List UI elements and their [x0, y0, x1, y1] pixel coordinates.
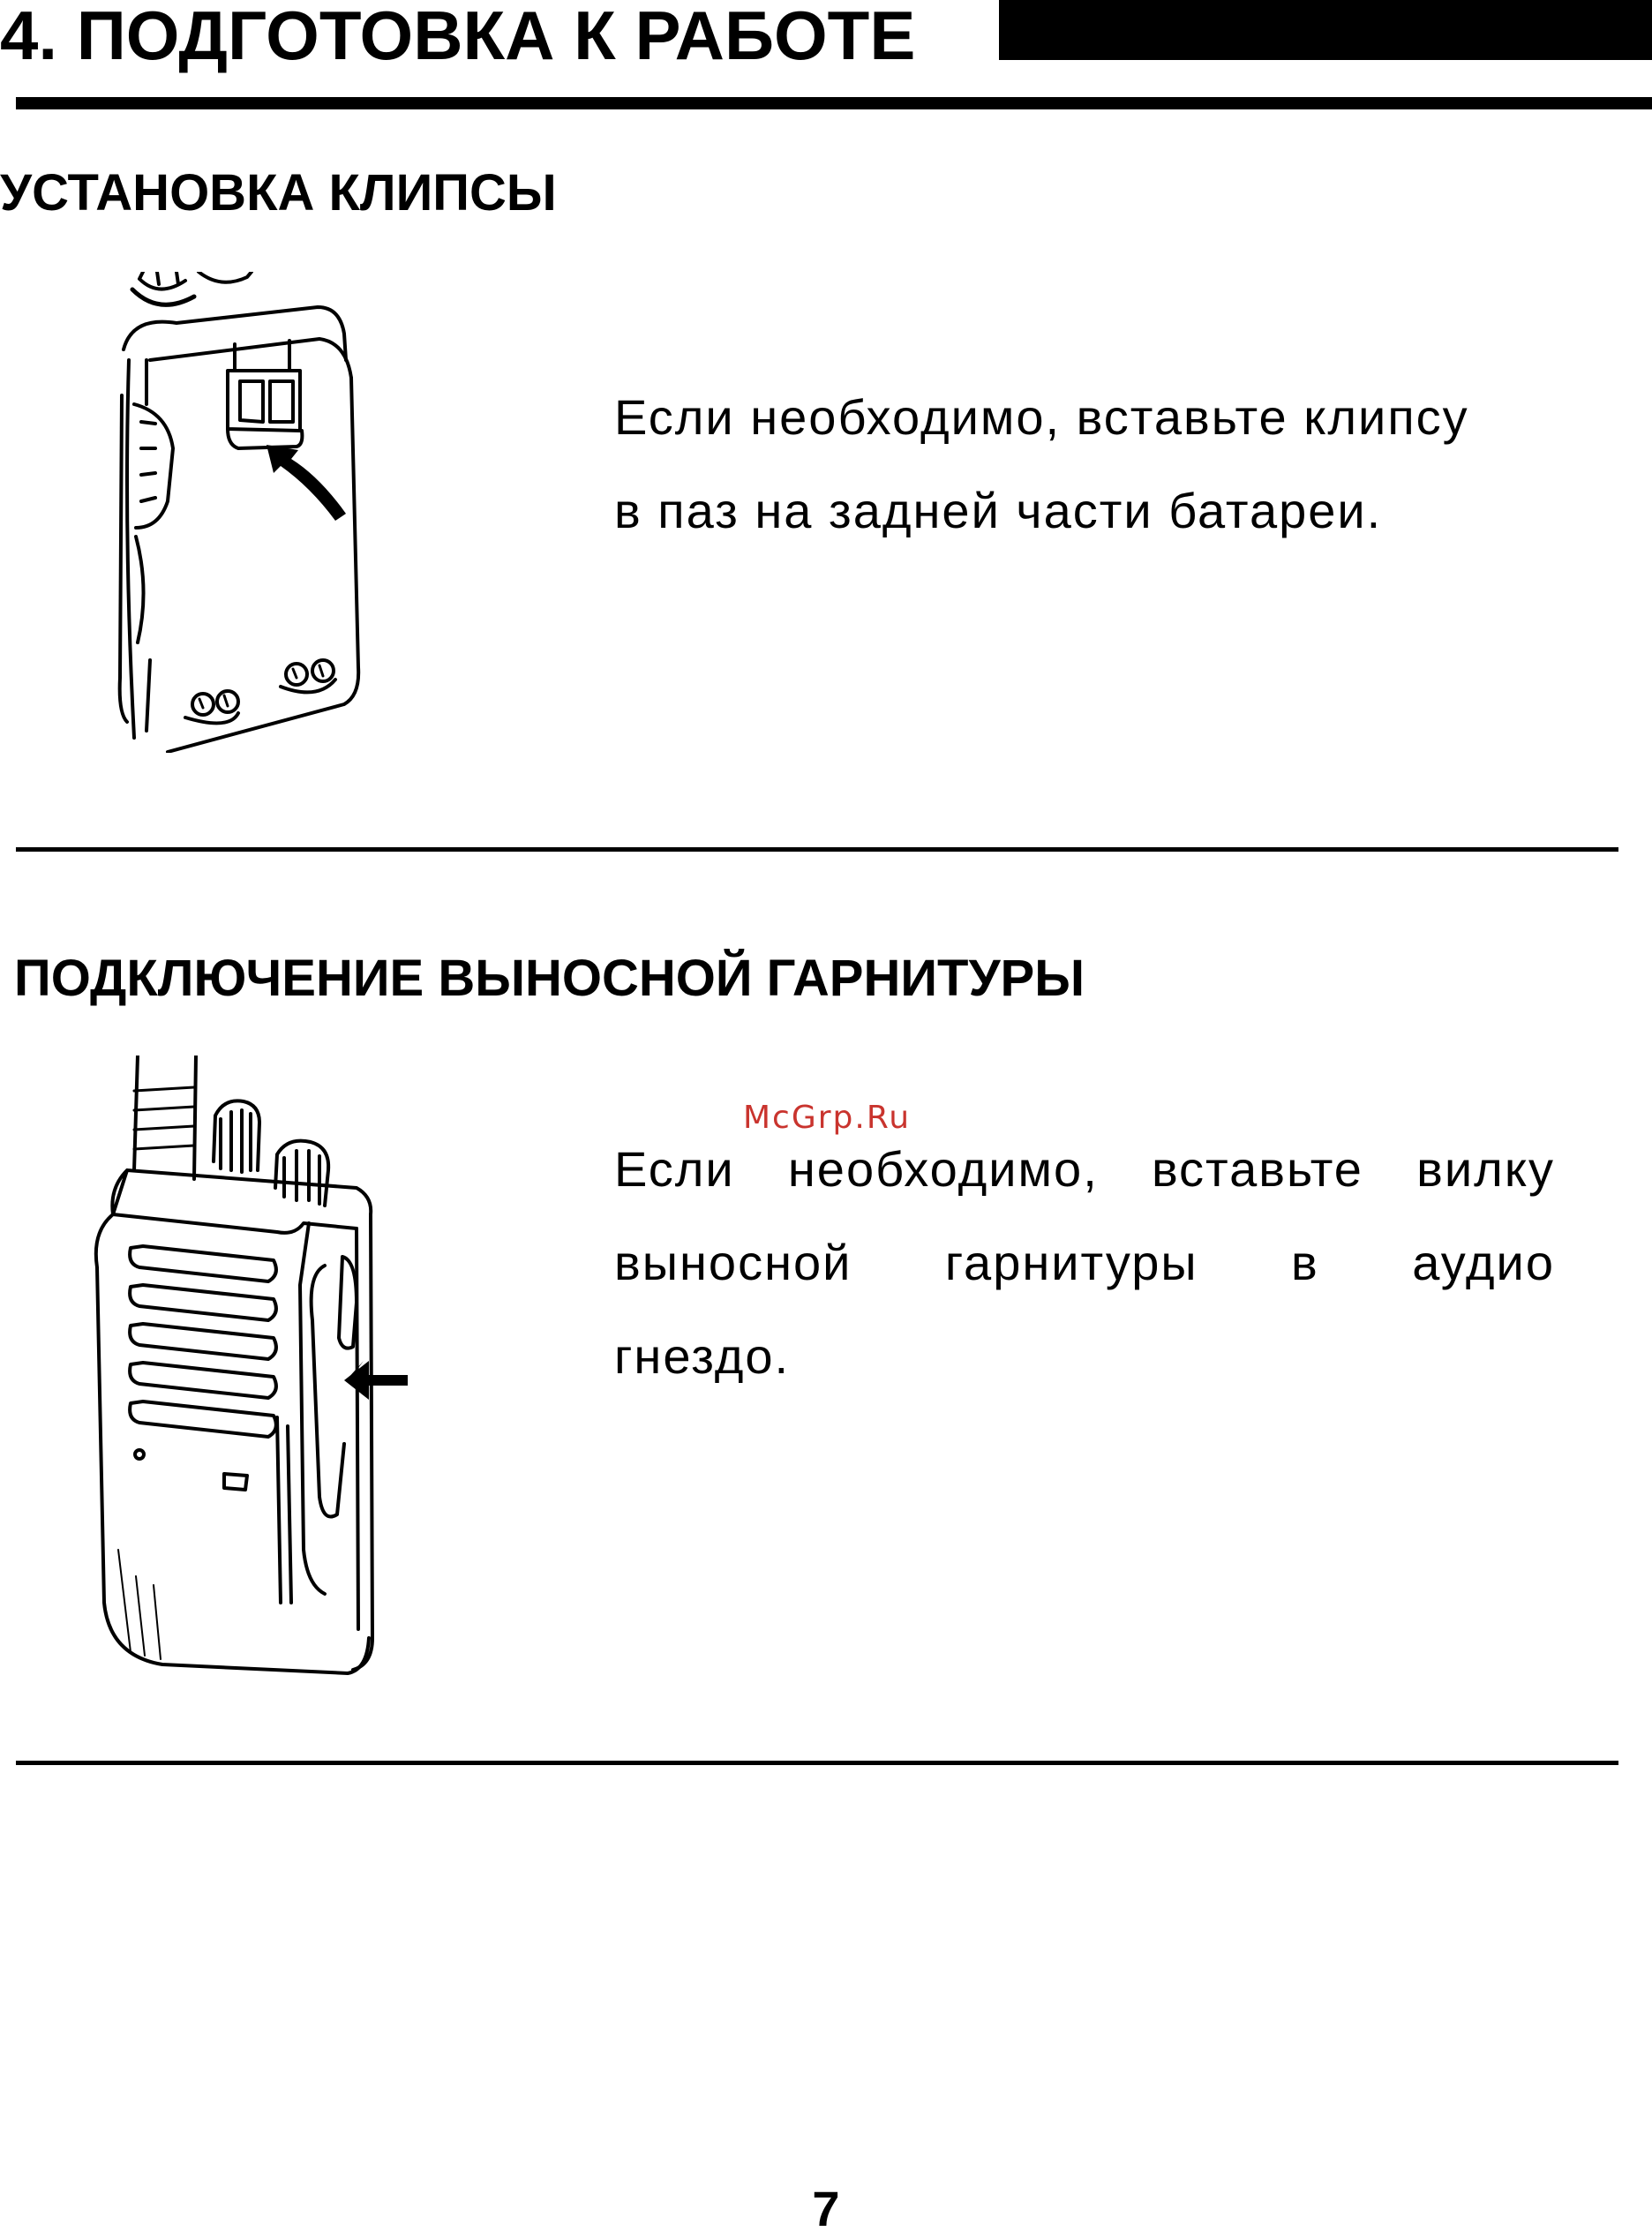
- page-number: 7: [812, 2181, 840, 2236]
- section-divider: [16, 1761, 1618, 1765]
- section-divider: [16, 847, 1618, 852]
- word: гарнитуры: [944, 1235, 1198, 1290]
- word: в: [1291, 1235, 1319, 1290]
- radio-back-clip-illustration: [115, 272, 379, 753]
- watermark: McGrp.Ru: [743, 1100, 912, 1136]
- word: выносной: [614, 1235, 852, 1290]
- word: вилку: [1416, 1141, 1555, 1197]
- radio-front-headset-illustration: [92, 1056, 418, 1679]
- header-rule: [16, 97, 1652, 109]
- word: Если: [614, 1141, 735, 1197]
- section-title-clip: УСТАНОВКА КЛИПСЫ: [0, 164, 557, 222]
- title-bar: [999, 0, 1652, 60]
- clip-instruction-line: в паз на задней части батареи.: [614, 483, 1383, 538]
- clip-instruction-line: Если необходимо, вставьте клипсу: [614, 389, 1469, 445]
- headset-instructions: [614, 1123, 1555, 1403]
- headset-instruction-line: [614, 1216, 1555, 1310]
- clip-instructions: [614, 371, 1469, 558]
- word: аудио: [1412, 1235, 1555, 1290]
- word: вставьте: [1151, 1141, 1363, 1197]
- section-title-headset: ПОДКЛЮЧЕНИЕ ВЫНОСНОЙ ГАРНИТУРЫ: [14, 950, 1085, 1007]
- word: необходимо,: [787, 1141, 1099, 1197]
- headset-instruction-line: [614, 1123, 1555, 1216]
- headset-instruction-line: гнездо.: [614, 1328, 791, 1384]
- chapter-title: 4. ПОДГОТОВКА К РАБОТЕ: [0, 0, 916, 74]
